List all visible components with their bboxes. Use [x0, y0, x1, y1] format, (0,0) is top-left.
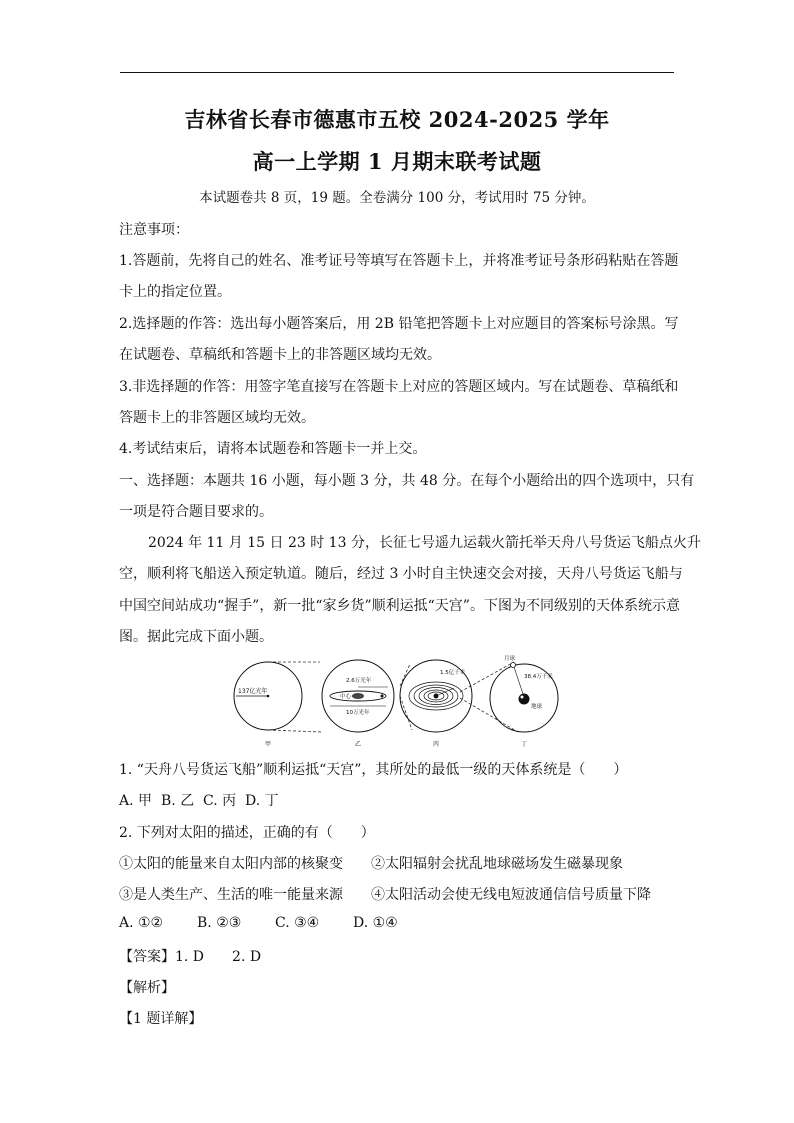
option-a: A. 甲	[119, 793, 153, 809]
option-a: A. ①②	[119, 915, 164, 931]
earth-moon-distance-line	[514, 667, 523, 694]
earth-icon	[519, 694, 530, 705]
galaxy-diameter-label: 10万光年	[346, 710, 370, 716]
passage-line: 空，顺利将飞船送入预定轨道。随后，经过 3 小时自主快速交会对接，天舟八号货运飞船与	[119, 566, 683, 582]
notice-line: 答题卡上的非答题区域均无效。	[119, 410, 315, 426]
statement-1: ①太阳的能量来自太阳内部的核聚变	[119, 856, 343, 872]
option-c: C. ③④	[275, 915, 320, 931]
option-c: C. 丙	[203, 793, 237, 809]
notice-line: 3.非选择题的作答：用签字笔直接写在答题卡上对应的答题区域内。写在试题卷、草稿纸和	[119, 379, 679, 395]
panel-label-bing: 丙	[433, 741, 440, 748]
option-b: B. 乙	[161, 793, 195, 809]
page-title-line2: 高一上学期 1 月期末联考试题	[252, 149, 542, 174]
question-1-stem: 1. “天舟八号货运飞船”顺利运抵“天宫”，其所处的最低一级的天体系统是（ ）	[119, 762, 628, 778]
panel-label-ding: 丁	[521, 741, 528, 748]
galaxy-core	[352, 693, 364, 699]
section-heading-line1: 一、选择题：本题共 16 小题，每小题 3 分，共 48 分。在每个小题给出的四个选项中，只有	[119, 473, 695, 489]
passage-line: 图。据此完成下面小题。	[119, 629, 273, 645]
statement-4: ④太阳活动会使无线电短波通信信号质量下降	[371, 887, 651, 903]
panel-label-jia: 甲	[265, 741, 272, 748]
zoom-line	[460, 698, 518, 732]
earth-label: 地球	[531, 704, 543, 710]
question-2-statements-row2	[119, 884, 651, 904]
statement-3: ③是人类生产、生活的唯一能量来源	[119, 887, 343, 903]
zoom-line	[400, 696, 412, 730]
zoom-line	[400, 664, 410, 686]
passage-line: 2024 年 11 月 15 日 23 时 13 分，长征七号遥九运载火箭托举天舟八号货运飞船点火升	[148, 535, 701, 551]
option-d: D. ①④	[353, 915, 398, 931]
moon-icon	[511, 663, 516, 668]
statement-2: ②太阳辐射会扰乱地球磁场发生磁暴现象	[371, 856, 623, 872]
question-2-options	[119, 915, 398, 931]
panel-label-yi: 乙	[355, 741, 362, 748]
option-d: D. 丁	[245, 793, 279, 809]
earth-highlight	[521, 696, 524, 699]
galaxy-center-label: 中心	[340, 694, 352, 700]
earth-moon-distance-label: 38.4万千米	[524, 674, 553, 680]
universe-size-label: 137亿光年	[238, 688, 268, 695]
celestial-systems-figure	[228, 652, 568, 752]
moon-label: 月球	[504, 656, 516, 662]
passage-line: 中国空间站成功“握手”，新一批“家乡货”顺利运抵“天宫”。下图为不同级别的天体系统示意	[119, 598, 680, 614]
page-title-line1: 吉林省长春市德惠市五校 2024-2025 学年	[184, 107, 610, 132]
analysis-heading: 【解析】	[119, 980, 175, 996]
sun-earth-distance-label: 1.5亿千米	[440, 670, 466, 676]
sun-position-dot	[381, 695, 384, 698]
question-2-stem: 2. 下列对太阳的描述，正确的有（ ）	[119, 825, 375, 841]
notice-line: 卡上的指定位置。	[119, 284, 231, 300]
galaxy-sun-distance-label: 2.6万光年	[346, 678, 372, 684]
question-2-statements-row1	[119, 853, 623, 873]
option-b: B. ②③	[197, 915, 242, 931]
notice-line: 1.答题前，先将自己的姓名、准考证号等填写在答题卡上，并将准考证号条形码粘贴在答题	[119, 253, 679, 269]
notice-line: 在试题卷、草稿纸和答题卡上的非答题区域均无效。	[119, 347, 441, 363]
notice-line: 2.选择题的作答：选出每小题答案后，用 2B 铅笔把答题卡上对应题目的答案标号涂黑。写	[119, 316, 679, 332]
exam-info: 本试题卷共 8 页，19 题。全卷满分 100 分，考试用时 75 分钟。	[199, 190, 595, 206]
zoom-line	[460, 662, 514, 692]
question-1-options	[119, 790, 279, 810]
zoom-line	[268, 730, 322, 732]
header-rule	[120, 72, 674, 73]
notice-line: 4.考试结束后，请将本试题卷和答题卡一并上交。	[119, 441, 427, 457]
section-heading-line2: 一项是符合题目要求的。	[119, 504, 273, 520]
answer-line: 【答案】1. D 2. D	[119, 949, 262, 965]
detail-heading: 【1 题详解】	[119, 1011, 203, 1027]
celestial-systems-diagram	[228, 652, 568, 752]
center-dot	[267, 695, 270, 698]
notice-heading: 注意事项：	[119, 222, 189, 238]
